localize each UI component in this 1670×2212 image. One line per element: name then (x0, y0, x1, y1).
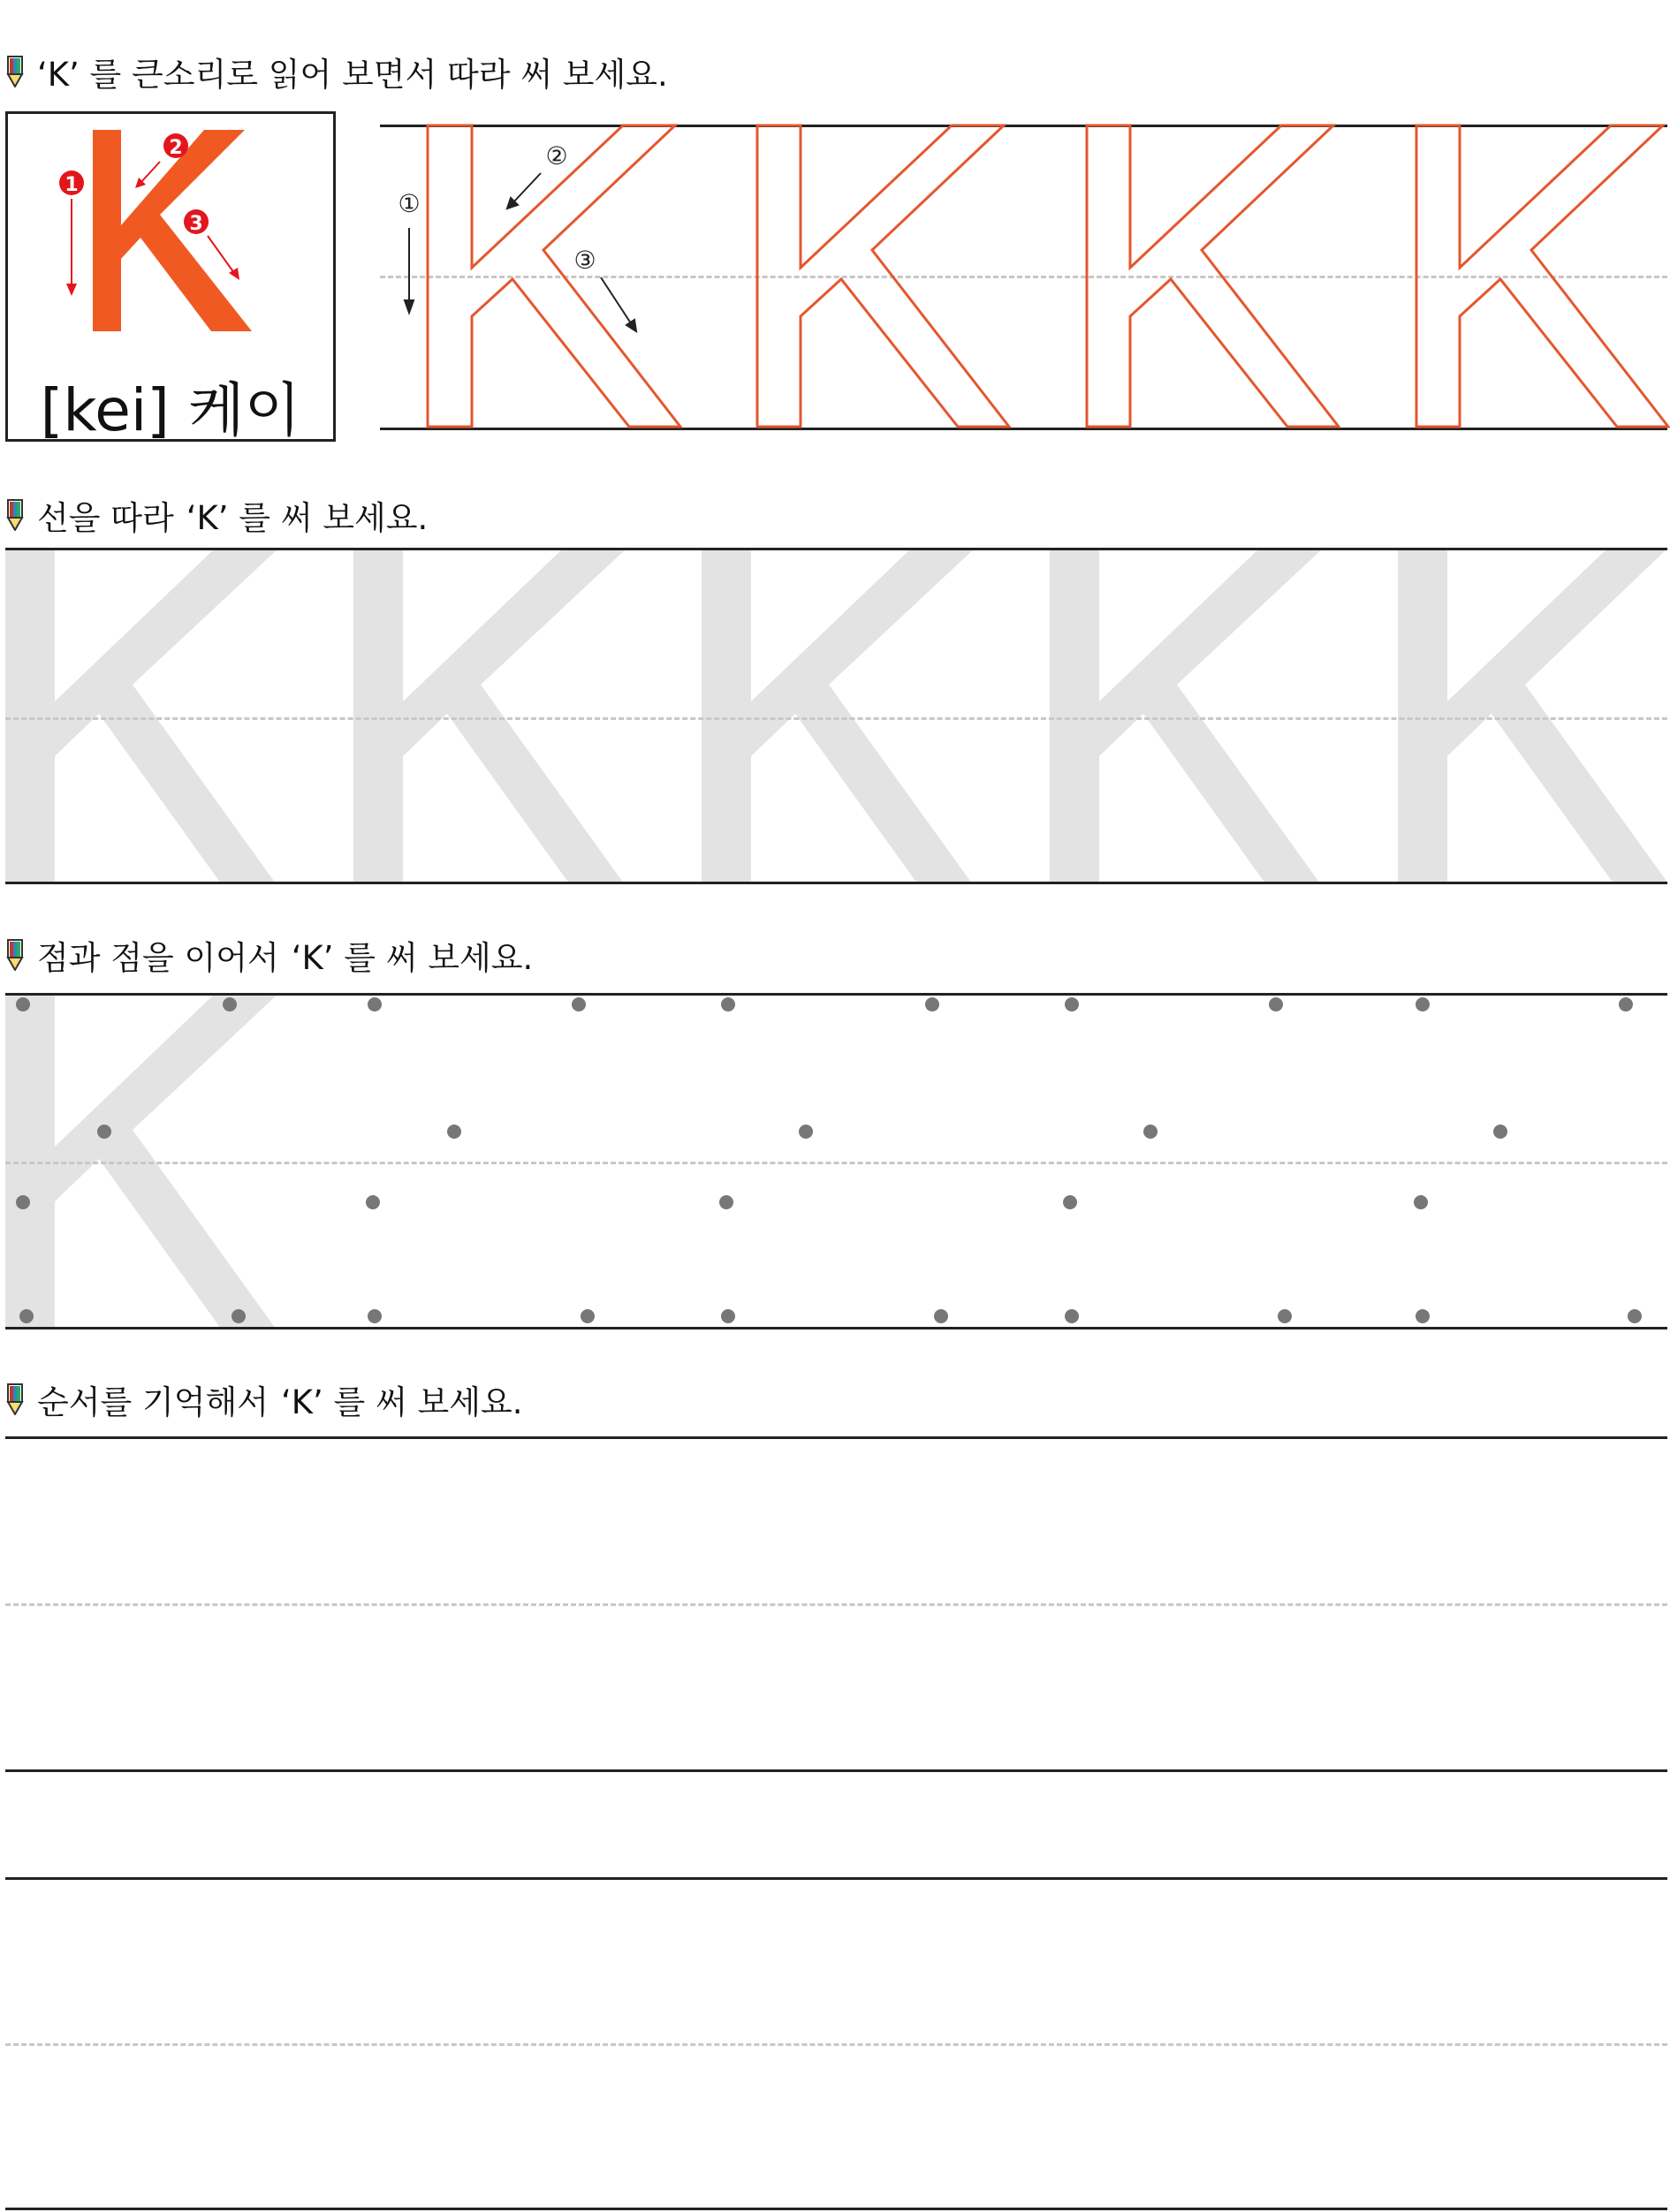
crayon-icon (5, 1383, 25, 1415)
guide-dot (368, 997, 382, 1011)
section-4-instruction: 순서를 기억해서 (37, 1383, 269, 1421)
guide-dot (1493, 1125, 1507, 1139)
crayon-icon (5, 939, 25, 971)
trace-row-base-line (5, 1327, 1667, 1329)
gray-letter-k (1050, 548, 1324, 883)
svg-text:2: 2 (169, 137, 183, 159)
guide-dot (1414, 1195, 1428, 1209)
guide-dot (1065, 1309, 1079, 1323)
section-3-instruction: 점과 점을 이어서 (37, 939, 279, 977)
outline-letter-row (0, 0, 1670, 459)
guide-dot (1063, 1195, 1077, 1209)
svg-text:3: 3 (189, 213, 203, 235)
writing-row-2-mid-line (5, 2043, 1667, 2046)
guide-dot (1278, 1309, 1292, 1323)
section-2-quote: ‘K’ 를 써 보세요. (186, 499, 429, 537)
dot-letter-row (0, 993, 1670, 1329)
guide-dot (1628, 1309, 1642, 1323)
gray-letter-k (5, 993, 279, 1329)
section-2-instruction: 선을 따라 (37, 499, 174, 537)
guide-dot (16, 1195, 30, 1209)
section-2-heading (5, 495, 428, 535)
writing-row-1-mid-line (5, 1603, 1667, 1606)
guide-dot (799, 1125, 813, 1139)
guide-dot (223, 997, 237, 1011)
guide-dot (1065, 997, 1079, 1011)
guide-dot (721, 997, 735, 1011)
outline-letter-k (1087, 125, 1339, 427)
trace-row-base-line (5, 882, 1667, 884)
guide-dot (16, 997, 30, 1011)
section-4-heading (5, 1379, 523, 1420)
section-3-heading (5, 935, 533, 975)
step-1-label: ① (398, 189, 421, 218)
writing-row-2-top-line (5, 1877, 1667, 1880)
writing-row-1-base-line (5, 1769, 1667, 1772)
guide-dot (1269, 997, 1283, 1011)
trace-row-top-line (5, 993, 1667, 996)
trace-row-mid-line (5, 1162, 1667, 1164)
gray-letter-row (0, 548, 1670, 883)
guide-dot (572, 997, 586, 1011)
step-3-label: ③ (573, 246, 596, 275)
guide-dot (581, 1309, 595, 1323)
trace-row-mid-line (5, 717, 1667, 720)
writing-row-1-top-line (5, 1436, 1667, 1439)
guide-dot (721, 1309, 735, 1323)
guide-dot (1416, 997, 1430, 1011)
writing-row-2-base-line (5, 2208, 1667, 2210)
guide-dot (368, 1309, 382, 1323)
outline-letter-k (757, 125, 1009, 427)
gray-letter-k (353, 548, 627, 883)
guide-dot (934, 1309, 948, 1323)
guide-dot (1143, 1125, 1158, 1139)
guide-dot (1619, 997, 1633, 1011)
section-3-quote: ‘K’ 를 써 보세요. (291, 939, 534, 977)
crayon-icon (5, 499, 25, 531)
gray-letter-k (1398, 548, 1668, 883)
guide-dot (719, 1195, 733, 1209)
guide-dot (925, 997, 939, 1011)
trace-row-top-line (5, 548, 1667, 550)
guide-dot (19, 1309, 34, 1323)
section-1-instruction: ‘K’ 를 큰소리로 읽어 보면서 따라 써 보세요. (37, 56, 668, 94)
guide-dot (366, 1195, 380, 1209)
gray-letter-k (5, 548, 279, 883)
svg-text:1: 1 (65, 174, 79, 196)
gray-letter-k (702, 548, 975, 883)
guide-dot (97, 1125, 111, 1139)
outline-letter-k (428, 125, 680, 427)
outline-letter-k (1416, 125, 1668, 427)
guide-dot (232, 1309, 246, 1323)
guide-dot (447, 1125, 461, 1139)
step-2-label: ② (545, 141, 568, 170)
guide-dot (1416, 1309, 1430, 1323)
pronunciation-label: [kei] 케이 (40, 376, 301, 444)
section-4-quote: ‘K’ 를 써 보세요. (280, 1383, 523, 1421)
